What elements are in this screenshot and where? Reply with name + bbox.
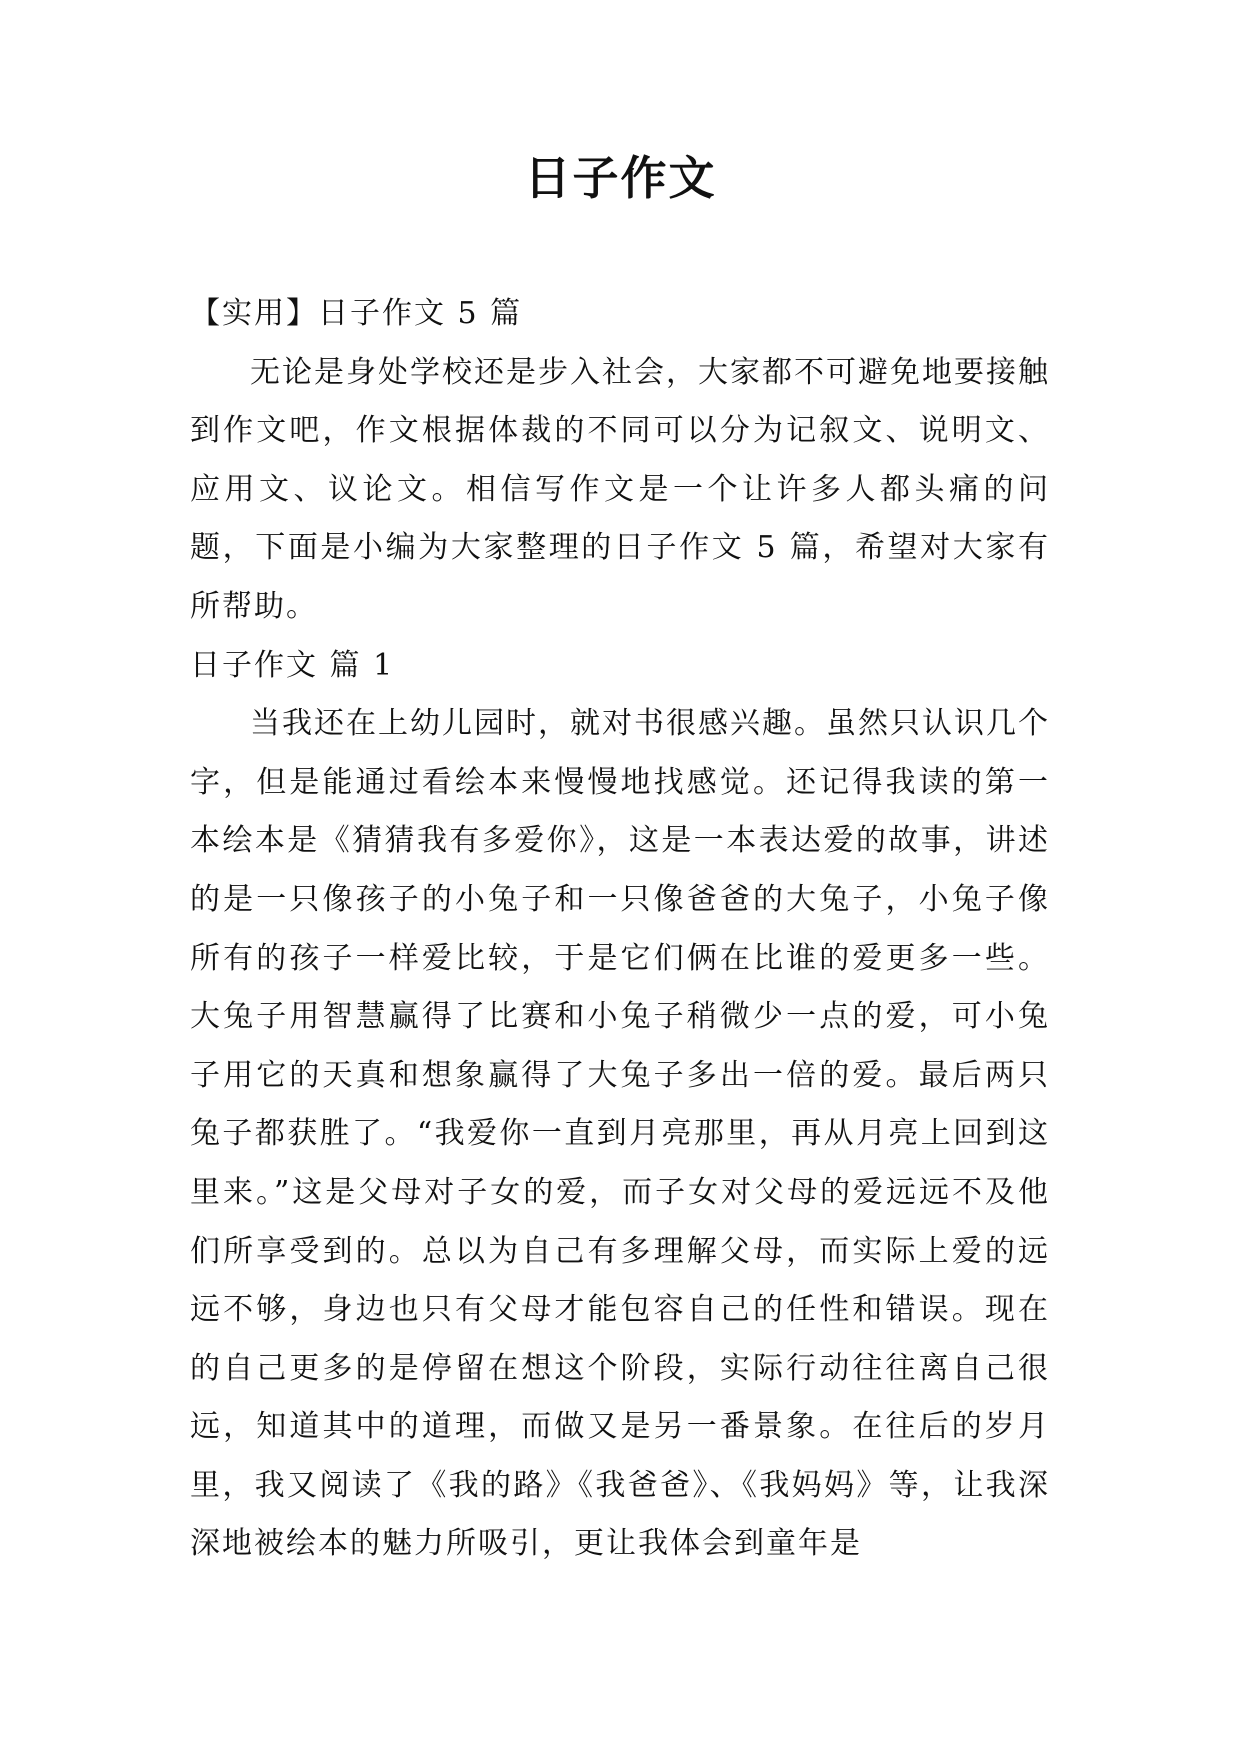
intro-paragraph: 无论是身处学校还是步入社会，大家都不可避免地要接触到作文吧，作文根据体裁的不同可以分为记叙文、说明文、应用文、议论文。相信写作文是一个让许多人都头痛的问题，下面是小编为大家整理的日子作文 5 篇，希望对大家有所帮助。 (190, 354, 1050, 624)
section-heading: 日子作文 篇 1 (190, 647, 395, 683)
document-subtitle: 【实用】日子作文 5 篇 (190, 296, 523, 331)
section-paragraph: 当我还在上幼儿园时，就对书很感兴趣。虽然只认识几个字，但是能通过看绘本来慢慢地找感觉。还记得我读的第一本绘本是《猜猜我有多爱你》，这是一本表达爱的故事，讲述的是一只像孩子的小兔子和一只像爸爸的大兔子，小兔子像所有的孩子一样爱比较，于是它们俩在比谁的爱更多一些。大兔子用智慧赢得了比赛和小兔子稍微少一点的爱，可小兔子用它的天真和想象赢得了大兔子多出一倍的爱。最后两只兔子都获胜了。“我爱你一直到月亮那里，再从月亮上回到这里来。”这是父母对子女的爱，而子女对父母的爱远远不及他们所享受到的。总以为自己有多理解父母，而实际上爱的远远不够，身边也只有父母才能包容自己的任性和错误。现在的自己更多的是停留在想这个阶段，实际行动往往离自己很远，知道其中的道理，而做又是另一番景象。在往后的岁月里，我又阅读了《我的路》《我爸爸》、《我妈妈》等，让我深深地被绘本的魅力所吸引，更让我体会到童年是 (190, 706, 1050, 1562)
document-title: 日子作文 (524, 151, 717, 205)
document-body (190, 285, 1050, 1574)
